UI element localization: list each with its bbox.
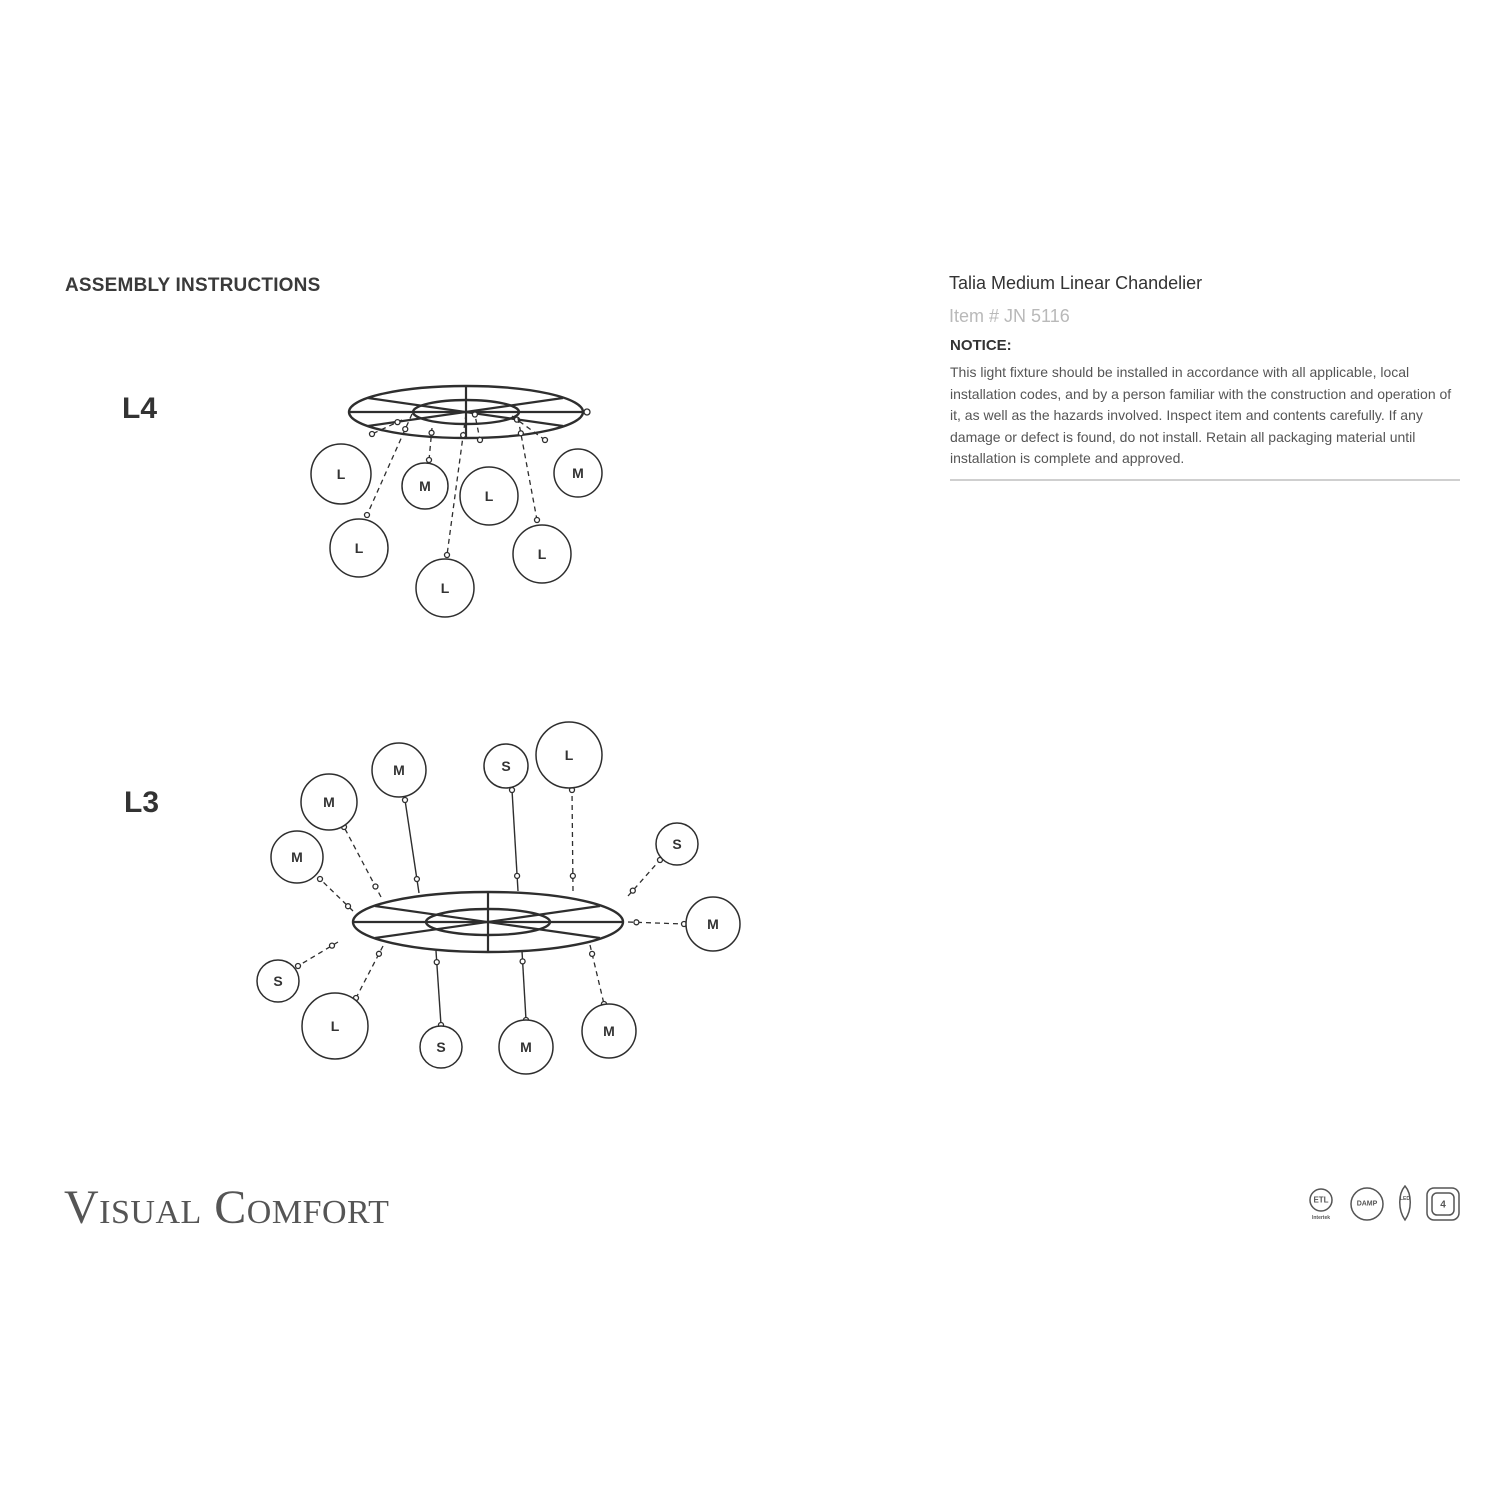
globe-size-label: M [419, 478, 431, 494]
hook [370, 432, 375, 437]
globes-l3 [257, 722, 740, 1074]
hook [518, 431, 523, 436]
globe-assembly [499, 951, 553, 1074]
globe-assembly [257, 942, 338, 1002]
hook [461, 433, 466, 438]
globe-size-label: M [323, 794, 335, 810]
globe-size-label: M [603, 1023, 615, 1039]
hook [590, 951, 595, 956]
brand-logo: Visual Comfort [64, 1181, 390, 1234]
globe-assembly [513, 418, 571, 583]
hook [346, 904, 351, 909]
globe-assembly [460, 410, 518, 525]
damp-rated-icon [1351, 1188, 1383, 1220]
globe-assembly [271, 831, 353, 911]
globe-size-label: M [291, 849, 303, 865]
hook [429, 430, 434, 435]
hook [445, 553, 450, 558]
notice-heading: NOTICE: [950, 337, 1012, 354]
globe-assembly [301, 774, 381, 897]
globe-assembly [302, 946, 383, 1059]
globe-size-label: L [484, 488, 494, 504]
globe-size-label: S [501, 758, 511, 774]
hook [634, 920, 639, 925]
item-number: Item # JN 5116 [949, 306, 1070, 326]
hook [403, 798, 408, 803]
hook [570, 873, 575, 878]
section-title: ASSEMBLY INSTRUCTIONS [65, 275, 321, 296]
led-bulb-icon [1400, 1186, 1411, 1220]
hook [296, 964, 301, 969]
globe-size-label: L [537, 546, 547, 562]
hook [395, 420, 400, 425]
level-label-l4: L4 [122, 392, 158, 425]
frame-l3 [353, 892, 623, 952]
globe-size-label: L [354, 540, 364, 556]
globe-assembly [416, 414, 474, 617]
etl-listed-icon [1310, 1189, 1332, 1221]
hook [630, 888, 635, 893]
product-name: Talia Medium Linear Chandelier [949, 273, 1203, 293]
svg-text:ETL: ETL [1313, 1195, 1329, 1205]
globe-size-label: L [336, 466, 346, 482]
globe-assembly [402, 428, 448, 509]
hook [376, 951, 381, 956]
hook [472, 412, 477, 417]
globe-assembly [420, 951, 462, 1068]
hook [330, 943, 335, 948]
frame-l4 [349, 386, 590, 438]
globe-assembly [484, 744, 528, 891]
globe-size-label: L [564, 747, 574, 763]
globe-size-label: M [520, 1039, 532, 1055]
hook [427, 458, 432, 463]
hook [543, 438, 548, 443]
level-label-l3: L3 [124, 786, 160, 819]
globe-size-label: S [436, 1039, 446, 1055]
diagram-l4 [311, 386, 602, 617]
hook [373, 884, 378, 889]
globe-assembly [628, 897, 740, 951]
globe-assembly [372, 743, 426, 893]
notice-text: This light fixture should be installed in accordance with all applicable, local installation codes, and by a person familiar with the construction and operation of it, as well as the hazards involved. Inspect item and contents carefully. If any damage or defect is found, do not install. Retain all packaging material until installation is complete and approved. [950, 364, 1452, 467]
globe-size-label: L [330, 1018, 340, 1034]
hook [318, 877, 323, 882]
globe-size-label: M [393, 762, 405, 778]
certifications [1310, 1186, 1459, 1221]
hook [414, 877, 419, 882]
globe-size-label: S [672, 836, 682, 852]
globes-l4 [311, 410, 602, 617]
svg-text:Intertek: Intertek [1311, 1215, 1331, 1221]
globe-assembly [628, 823, 698, 896]
svg-text:LED: LED [1400, 1196, 1410, 1202]
svg-text:4: 4 [1440, 1199, 1446, 1211]
hook [515, 873, 520, 878]
globe-assembly [536, 722, 602, 891]
globe-size-label: L [440, 580, 450, 596]
hook [478, 438, 483, 443]
globe-size-label: S [273, 973, 283, 989]
hook [434, 960, 439, 965]
svg-text:DAMP: DAMP [1356, 1200, 1378, 1208]
globe-size-label: M [707, 916, 719, 932]
hook [403, 427, 408, 432]
bulb-count-icon [1427, 1188, 1459, 1220]
hook [520, 959, 525, 964]
diagram-l3 [257, 722, 740, 1074]
hook [535, 518, 540, 523]
hook [365, 513, 370, 518]
globe-size-label: M [572, 465, 584, 481]
globe-assembly [582, 945, 636, 1058]
